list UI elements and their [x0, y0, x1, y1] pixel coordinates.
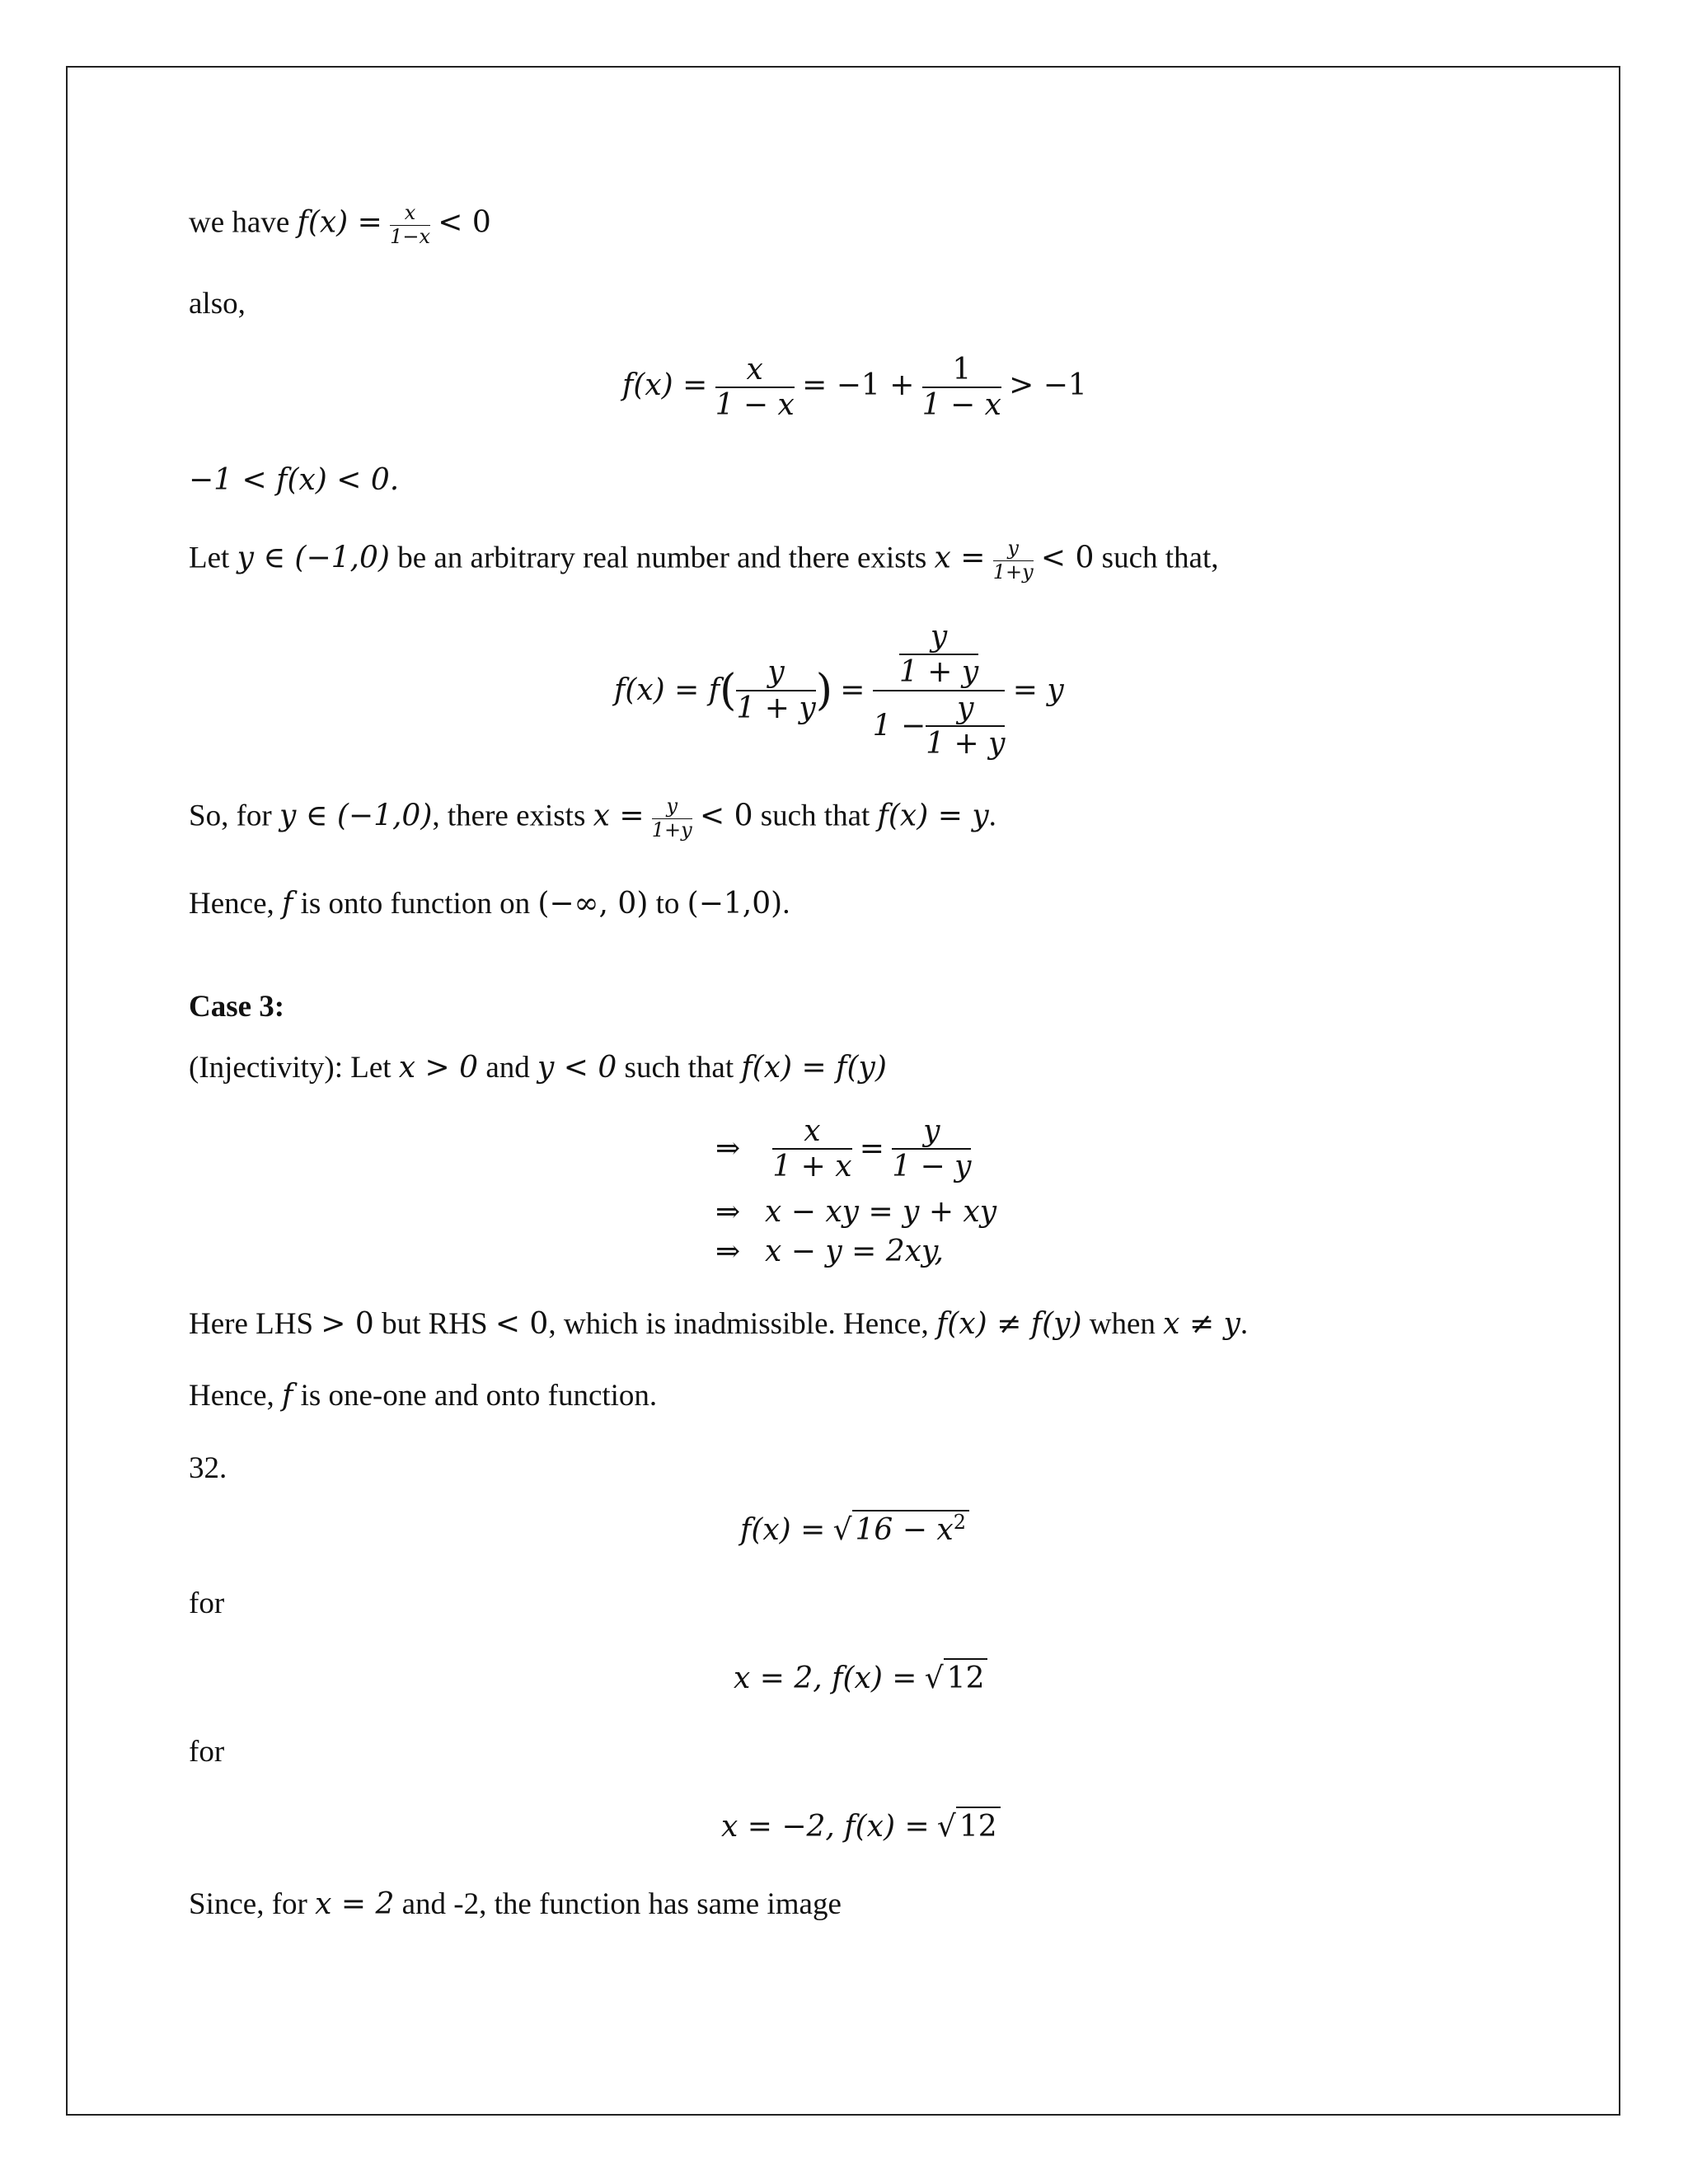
let-y-line: Let y ∈ (−1,0) be an arbitrary real number and there exists x = $\frac{y}{1+y}$ < 0 such that, [189, 537, 1219, 583]
range-line: −1 < f(x) < 0. [189, 463, 400, 497]
case-3-heading: Case 3: [189, 990, 285, 1024]
compound-fraction: $\frac{y}{1 + y}$ 1 − $\frac{y}{1 + y}$ [872, 620, 1006, 762]
equation-x2: x = 2, f(x) = √ 12 [734, 1663, 987, 1694]
implication-1: ⇒ $\frac{x}{1 + x}$ = $\frac{y}{1 - y}$ [715, 1114, 972, 1184]
math: f(x) = [297, 205, 382, 240]
onto-line: Hence, f is onto function on (−∞, 0) to (−1,0). [189, 887, 790, 921]
implication-2: ⇒ x − xy = y + xy [715, 1195, 997, 1229]
question-number: 32. [189, 1451, 227, 1485]
fraction: $\frac{x}{1 - x}$ [715, 353, 795, 423]
fraction: $\frac{1}{1 - x}$ [921, 353, 1001, 423]
conclusion-line: Hence, f is one-one and onto function. [189, 1379, 658, 1413]
so-line: So, for y ∈ (−1,0), there exists x = $\frac{y}{1+y}$ < 0 such that f(x) = y. [189, 794, 996, 841]
fraction: $\frac{y}{1 + y}$ [736, 655, 816, 725]
intro-line [189, 202, 491, 248]
equation-1: f(x) = $\frac{x}{1 - x}$ = −1 + $\frac{1}{1 - x}$ > −1 [622, 353, 1087, 423]
text: we have [189, 205, 298, 240]
fraction: $\frac{x}{1-x}$ [390, 201, 430, 248]
for-label-2: for [189, 1735, 225, 1769]
equation-xneg2: x = −2, f(x) = √ 12 [721, 1811, 1001, 1842]
injectivity-line: (Injectivity): Let x > 0 and y < 0 such that f(x) = f(y) [189, 1051, 887, 1085]
equation-2: f(x) = f( $\frac{y}{1 + y}$ ) = $\frac{y}{1 + y}$ 1 − $\frac{y}{1 + y}$ = y [614, 620, 1064, 762]
equation-sqrt: f(x) = √ $16 - x^2$ [740, 1512, 969, 1545]
lhs-rhs-line: Here LHS > 0 but RHS < 0, which is inadmissible. Hence, f(x) ≠ f(y) when x ≠ y. [189, 1307, 1249, 1341]
fraction: $\frac{y}{1+y}$ [992, 537, 1034, 583]
math: < 0 [438, 205, 491, 240]
for-label-1: for [189, 1586, 225, 1620]
implication-3: ⇒ x − y = 2xy, [715, 1235, 944, 1268]
fraction: $\frac{y}{1+y}$ [651, 794, 692, 841]
also-line: also, [189, 287, 246, 321]
since-line: Since, for x = 2 and -2, the function has same image [189, 1887, 842, 1921]
